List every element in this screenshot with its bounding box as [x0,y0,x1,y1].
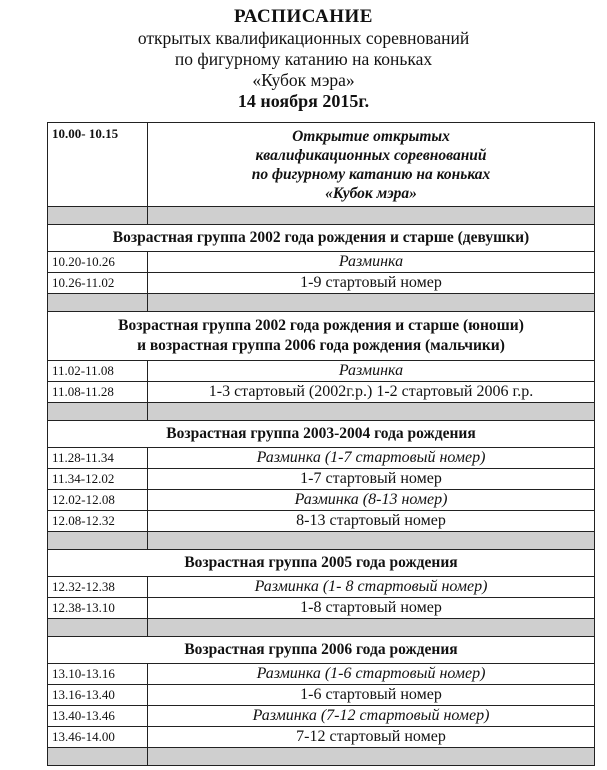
document-title: РАСПИСАНИЕ [234,6,373,27]
subtitle-line-1: открытых квалификационных соревнований [137,28,470,48]
description-cell: 7-12 стартовый номер [148,727,595,748]
table-row [48,273,595,294]
time-cell: 10.20-10.26 [48,252,148,273]
separator-row [48,748,595,766]
table-row [48,490,595,511]
group-title: Возрастная группа 2005 года рождения [48,550,595,577]
description-cell: 1-9 стартовый номер [148,273,595,294]
description-cell: 1-7 стартовый номер [148,469,595,490]
separator-row [48,403,595,421]
group-header [48,421,595,448]
group-header [48,550,595,577]
time-cell: 10.26-11.02 [48,273,148,294]
table-row [48,382,595,403]
table-row [48,469,595,490]
group-title [48,312,595,361]
table-row [48,664,595,685]
description-cell: Разминка (1-6 стартовый номер) [148,664,595,685]
time-cell: 12.38-13.10 [48,598,148,619]
group-title-line-2: и возрастная группа 2006 года рождения (мальчики) [137,337,505,354]
opening-line-1: Открытие открытых [292,127,450,145]
subtitle-line-3: «Кубок мэра» [252,70,355,90]
group-title: Возрастная группа 2003-2004 года рождения [48,421,595,448]
schedule-table [47,122,595,766]
separator-row [48,294,595,312]
group-title: Возрастная группа 2006 года рождения [48,637,595,664]
table-row [48,511,595,532]
description-cell: 1-8 стартовый номер [148,598,595,619]
description-cell: Разминка (1- 8 стартовый номер) [148,577,595,598]
table-row [48,252,595,273]
subtitle-line-2: по фигурному катанию на коньках [174,49,433,69]
opening-description [148,123,595,207]
time-cell: 12.32-12.38 [48,577,148,598]
description-cell: 1-6 стартовый номер [148,685,595,706]
document-header [0,6,607,112]
group-header [48,312,595,361]
time-cell: 12.08-12.32 [48,511,148,532]
event-date: 14 ноября 2015г. [237,91,370,111]
table-row [48,706,595,727]
opening-line-3: по фигурному катанию на коньках [251,165,491,183]
opening-line-2: квалификационных соревнований [255,146,487,164]
opening-row [48,123,595,207]
description-cell: Разминка (1-7 стартовый номер) [148,448,595,469]
group-title: Возрастная группа 2002 года рождения и старше (девушки) [48,225,595,252]
table-row [48,685,595,706]
time-cell: 13.10-13.16 [48,664,148,685]
description-cell: Разминка (7-12 стартовый номер) [148,706,595,727]
time-cell: 13.46-14.00 [48,727,148,748]
table-row [48,577,595,598]
table-row [48,361,595,382]
opening-line-4: «Кубок мэра» [325,184,417,202]
time-cell: 13.40-13.46 [48,706,148,727]
time-cell: 11.02-11.08 [48,361,148,382]
group-header [48,225,595,252]
time-cell: 12.02-12.08 [48,490,148,511]
table-row [48,598,595,619]
table-row [48,727,595,748]
separator-row [48,532,595,550]
description-cell: 1-3 стартовый (2002г.р.) 1-2 стартовый 2006 г.р. [148,382,595,403]
description-cell: Разминка [148,361,595,382]
time-cell: 11.28-11.34 [48,448,148,469]
group-title-line-1: Возрастная группа 2002 года рождения и старше (юноши) [118,317,524,334]
time-cell: 11.34-12.02 [48,469,148,490]
separator-row [48,619,595,637]
separator-row [48,207,595,225]
group-header [48,637,595,664]
description-cell: 8-13 стартовый номер [148,511,595,532]
time-cell: 13.16-13.40 [48,685,148,706]
time-cell: 11.08-11.28 [48,382,148,403]
table-row [48,448,595,469]
description-cell: Разминка (8-13 номер) [148,490,595,511]
description-cell: Разминка [148,252,595,273]
opening-time: 10.00- 10.15 [48,123,148,207]
